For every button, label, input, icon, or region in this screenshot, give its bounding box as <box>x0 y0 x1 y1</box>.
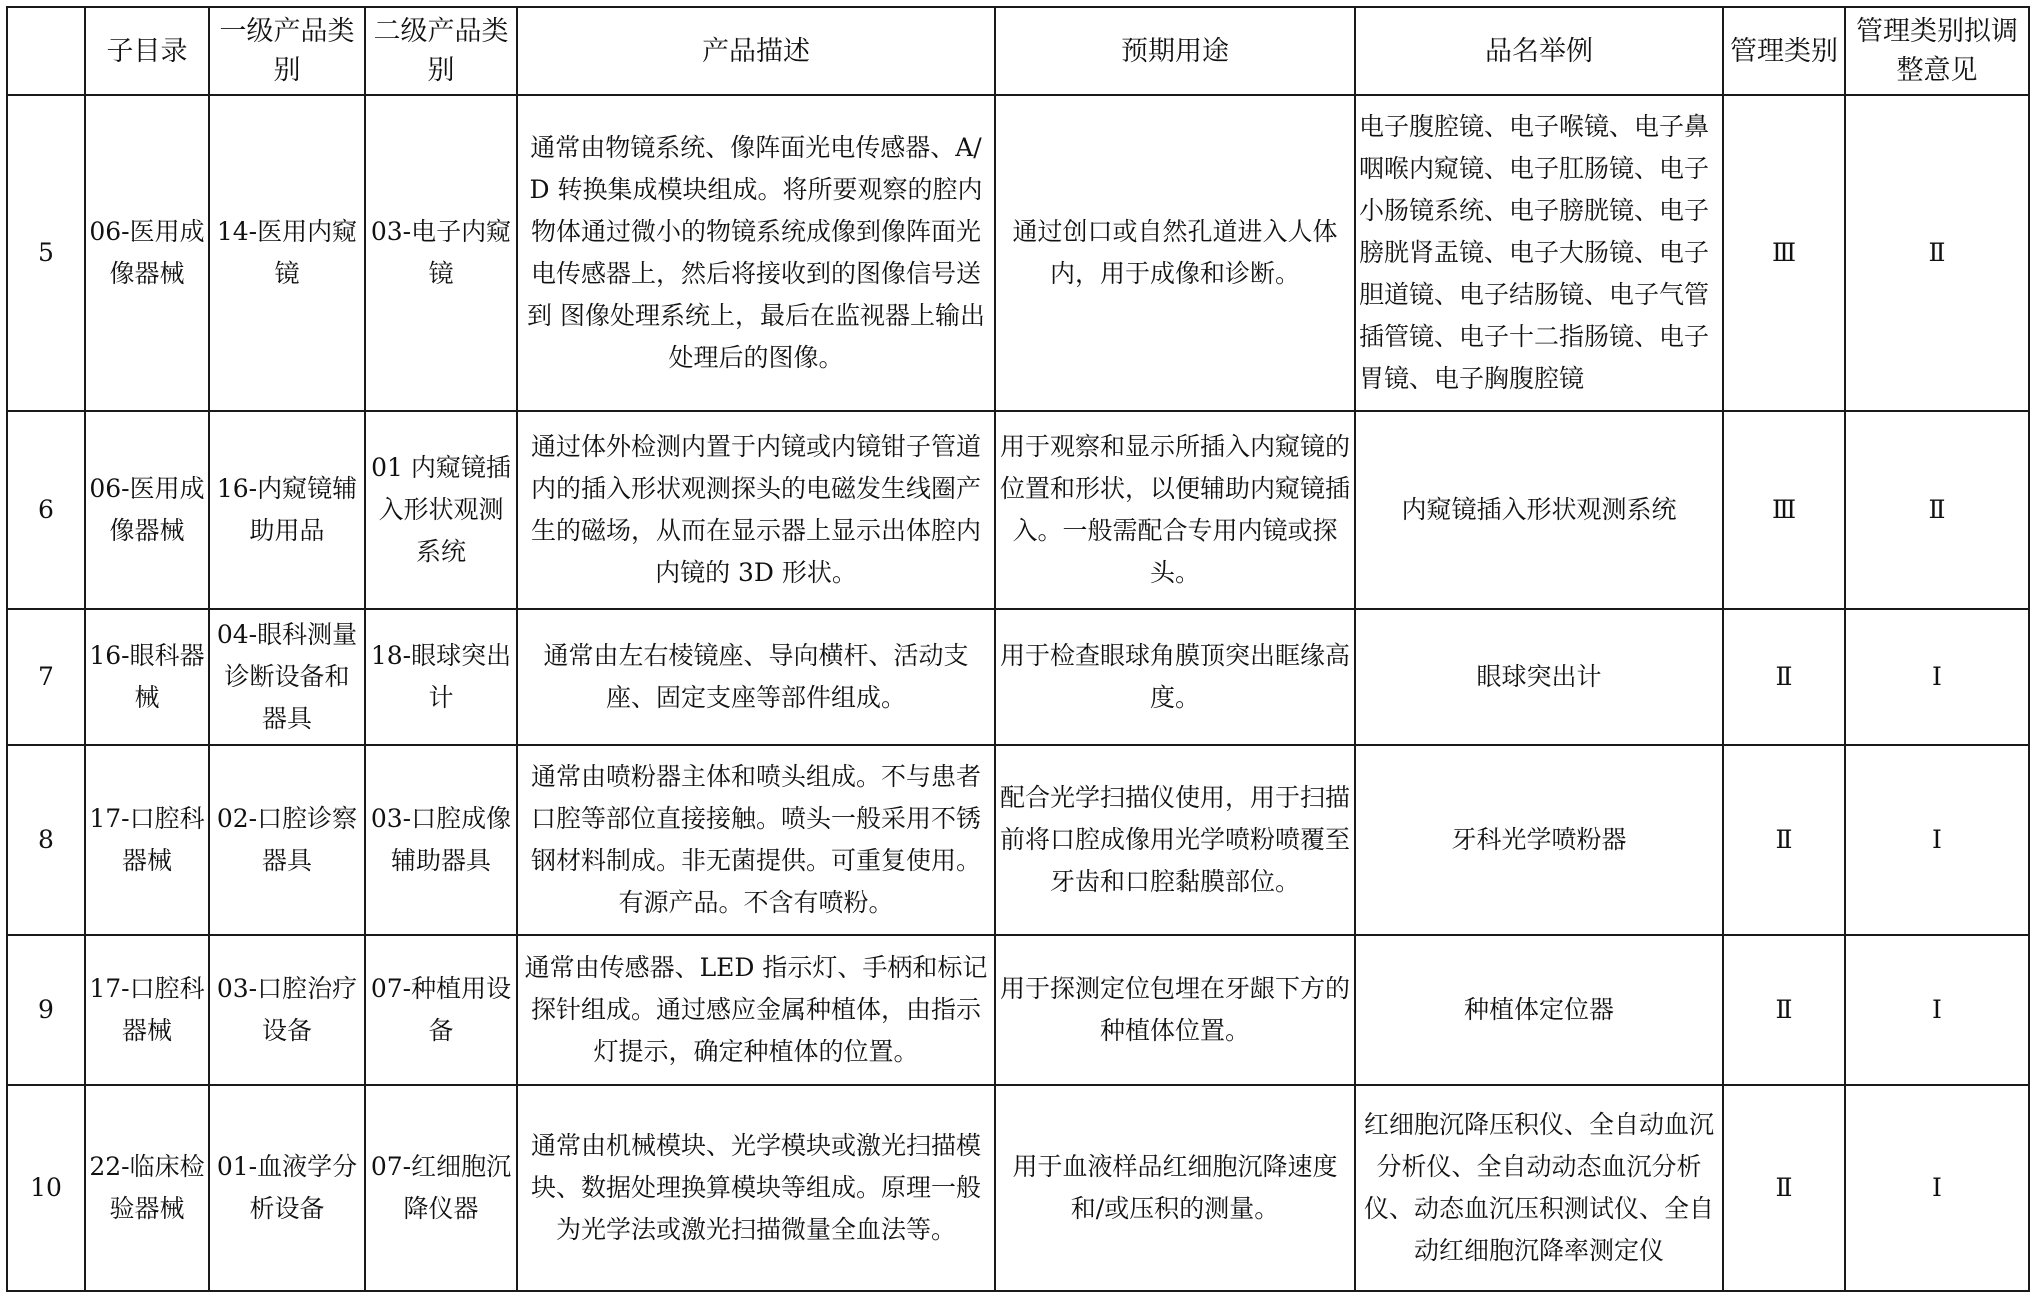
proposed-class-cell: Ⅱ <box>1845 411 2029 609</box>
description-cell: 通常由喷粉器主体和喷头组成。不与患者口腔等部位直接接触。喷头一般采用不锈钢材料制成。非无菌提供。可重复使用。有源产品。不含有喷粉。 <box>517 745 995 935</box>
level2-category-cell: 07-种植用设备 <box>365 935 517 1085</box>
description-cell: 通过体外检测内置于内镜或内镜钳子管道内的插入形状观测探头的电磁发生线圈产生的磁场，从而在显示器上显示出体腔内内镜的 3D 形状。 <box>517 411 995 609</box>
header-description: 产品描述 <box>517 7 995 95</box>
description-cell: 通常由机械模块、光学模块或激光扫描模块、数据处理换算模块等组成。原理一般为光学法或激光扫描微量全血法等。 <box>517 1085 995 1291</box>
table-row <box>7 935 2029 1085</box>
level2-category-cell: 03-电子内窥镜 <box>365 95 517 411</box>
level1-category-cell: 16-内窥镜辅助用品 <box>209 411 365 609</box>
name-examples-cell: 红细胞沉降压积仪、全自动血沉分析仪、全自动动态血沉分析仪、动态血沉压积测试仪、全自动红细胞沉降率测定仪 <box>1355 1085 1723 1291</box>
header-level2-category: 二级产品类别 <box>365 7 517 95</box>
intended-use-cell: 用于观察和显示所插入内窥镜的位置和形状，以便辅助内窥镜插入。一般需配合专用内镜或探头。 <box>995 411 1355 609</box>
management-class-cell: Ⅱ <box>1723 935 1845 1085</box>
description-cell: 通常由左右棱镜座、导向横杆、活动支座、固定支座等部件组成。 <box>517 609 995 745</box>
table-row <box>7 609 2029 745</box>
row-number: 5 <box>7 95 85 411</box>
device-catalog-table <box>6 6 2030 1292</box>
subcatalog-cell: 17-口腔科器械 <box>85 935 209 1085</box>
subcatalog-cell: 06-医用成像器械 <box>85 411 209 609</box>
management-class-cell: Ⅱ <box>1723 609 1845 745</box>
description-cell: 通常由传感器、LED 指示灯、手柄和标记探针组成。通过感应金属种植体，由指示灯提示，确定种植体的位置。 <box>517 935 995 1085</box>
name-examples-cell: 牙科光学喷粉器 <box>1355 745 1723 935</box>
header-management-class: 管理类别 <box>1723 7 1845 95</box>
level1-category-cell: 03-口腔治疗设备 <box>209 935 365 1085</box>
proposed-class-cell: Ⅱ <box>1845 95 2029 411</box>
table-row <box>7 1085 2029 1291</box>
intended-use-cell: 通过创口或自然孔道进入人体内，用于成像和诊断。 <box>995 95 1355 411</box>
name-examples-cell: 内窥镜插入形状观测系统 <box>1355 411 1723 609</box>
row-number: 7 <box>7 609 85 745</box>
intended-use-cell: 配合光学扫描仪使用，用于扫描前将口腔成像用光学喷粉喷覆至牙齿和口腔黏膜部位。 <box>995 745 1355 935</box>
level1-category-cell: 01-血液学分析设备 <box>209 1085 365 1291</box>
subcatalog-cell: 06-医用成像器械 <box>85 95 209 411</box>
table-row <box>7 411 2029 609</box>
intended-use-cell: 用于检查眼球角膜顶突出眶缘高度。 <box>995 609 1355 745</box>
proposed-class-cell: Ⅰ <box>1845 745 2029 935</box>
intended-use-cell: 用于探测定位包埋在牙龈下方的种植体位置。 <box>995 935 1355 1085</box>
row-number: 8 <box>7 745 85 935</box>
proposed-class-cell: Ⅰ <box>1845 1085 2029 1291</box>
management-class-cell: Ⅲ <box>1723 95 1845 411</box>
level2-category-cell: 18-眼球突出计 <box>365 609 517 745</box>
management-class-cell: Ⅱ <box>1723 1085 1845 1291</box>
proposed-class-cell: Ⅰ <box>1845 609 2029 745</box>
row-number: 9 <box>7 935 85 1085</box>
header-proposed-adjustment: 管理类别拟调整意见 <box>1845 7 2029 95</box>
row-number: 6 <box>7 411 85 609</box>
header-intended-use: 预期用途 <box>995 7 1355 95</box>
header-level1-category: 一级产品类别 <box>209 7 365 95</box>
level2-category-cell: 03-口腔成像辅助器具 <box>365 745 517 935</box>
row-number: 10 <box>7 1085 85 1291</box>
level1-category-cell: 02-口腔诊察器具 <box>209 745 365 935</box>
subcatalog-cell: 22-临床检验器械 <box>85 1085 209 1291</box>
management-class-cell: Ⅲ <box>1723 411 1845 609</box>
level1-category-cell: 14-医用内窥镜 <box>209 95 365 411</box>
name-examples-cell: 眼球突出计 <box>1355 609 1723 745</box>
subcatalog-cell: 17-口腔科器械 <box>85 745 209 935</box>
header-subcatalog: 子目录 <box>85 7 209 95</box>
level1-category-cell: 04-眼科测量诊断设备和器具 <box>209 609 365 745</box>
header-index <box>7 7 85 95</box>
table-row <box>7 95 2029 411</box>
description-cell: 通常由物镜系统、像阵面光电传感器、A/D 转换集成模块组成。将所要观察的腔内物体通过微小的物镜系统成像到像阵面光电传感器上，然后将接收到的图像信号送到 图像处理系统上，最后在监视器上输出处理后的图像。 <box>517 95 995 411</box>
level2-category-cell: 01 内窥镜插入形状观测系统 <box>365 411 517 609</box>
proposed-class-cell: Ⅰ <box>1845 935 2029 1085</box>
table-row <box>7 745 2029 935</box>
header-row <box>7 7 2029 95</box>
level2-category-cell: 07-红细胞沉降仪器 <box>365 1085 517 1291</box>
subcatalog-cell: 16-眼科器械 <box>85 609 209 745</box>
management-class-cell: Ⅱ <box>1723 745 1845 935</box>
name-examples-cell: 电子腹腔镜、电子喉镜、电子鼻咽喉内窥镜、电子肛肠镜、电子小肠镜系统、电子膀胱镜、电子膀胱肾盂镜、电子大肠镜、电子胆道镜、电子结肠镜、电子气管插管镜、电子十二指肠镜、电子胃镜、电子胸腹腔镜 <box>1355 95 1723 411</box>
name-examples-cell: 种植体定位器 <box>1355 935 1723 1085</box>
header-name-examples: 品名举例 <box>1355 7 1723 95</box>
intended-use-cell: 用于血液样品红细胞沉降速度和/或压积的测量。 <box>995 1085 1355 1291</box>
